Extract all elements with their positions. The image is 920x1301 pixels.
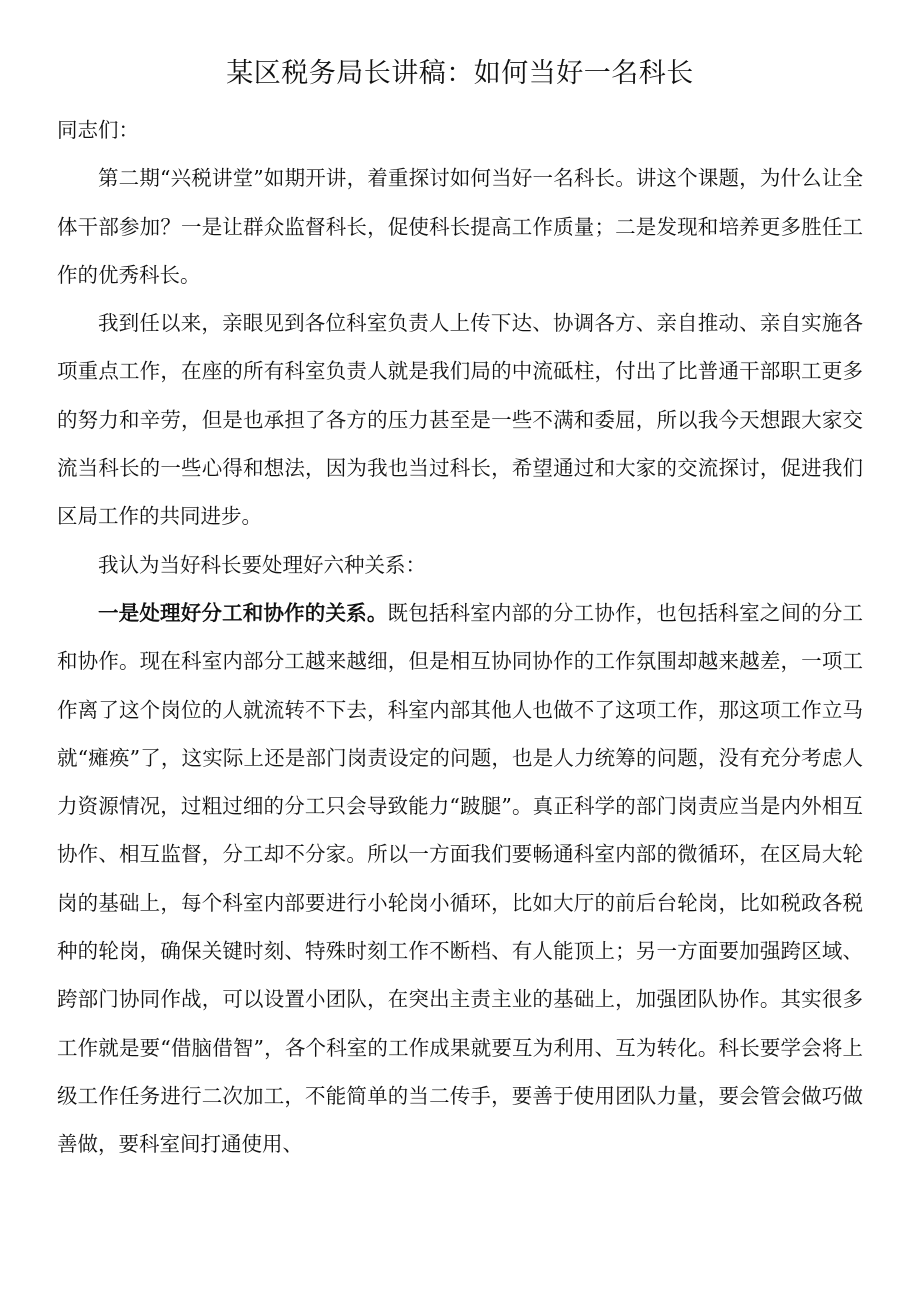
paragraph-first-relation-lead: 一是处理好分工和协作的关系。 [98, 600, 388, 625]
paragraph-first-relation-body: 既包括科室内部的分工协作，也包括科室之间的分工和协作。现在科室内部分工越来越细，但是相互协同协作的工作氛围却越来越差，一项工作离了这个岗位的人就流转不下去，科室内部其他人也做不了这项工作，那这项工作立马就“瘫痪”了，这实际上还是部门岗责设定的问题，也是人力统筹的问题，没有充分考虑人力资源情况，过粗过细的分工只会导致能力“跛腿”。真正科学的部门岗责应当是内外相互协作、相互监督，分工却不分家。所以一方面我们要畅通科室内部的微循环，在区局大轮岗的基础上，每个科室内部要进行小轮岗小循环，比如大厅的前后台轮岗，比如税政各税种的轮岗，确保关键时刻、特殊时刻工作不断档、有人能顶上；另一方面要加强跨区域、跨部门协同作战，可以设置小团队，在突出主责主业的基础上，加强团队协作。其实很多工作就是要“借脑借智”，各个科室的工作成果就要互为利用、互为转化。科长要学会将上级工作任务进行二次加工，不能简单的当二传手，要善于使用团队力量，要会管会做巧做善做，要科室间打通使用、 [57, 600, 864, 1157]
salutation: 同志们： [57, 118, 139, 142]
paragraph-arrival: 我到任以来，亲眼见到各位科室负责人上传下达、协调各方、亲自推动、亲自实施各项重点工作，在座的所有科室负责人就是我们局的中流砥柱，付出了比普通干部职工更多的努力和辛劳，但是也承担了各方的压力甚至是一些不满和委屈，所以我今天想跟大家交流当科长的一些心得和想法，因为我也当过科长，希望通过和大家的交流探讨，促进我们区局工作的共同进步。 [57, 311, 863, 529]
paragraph-six-relations: 我认为当好科长要处理好六种关系： [98, 552, 426, 577]
paragraph-intro: 第二期“兴税讲堂”如期开讲，着重探讨如何当好一名科长。讲这个课题，为什么让全体干部参加？一是让群众监督科长，促使科长提高工作质量；二是发现和培养更多胜任工作的优秀科长。 [57, 166, 863, 287]
paragraph-first-relation [57, 589, 863, 1169]
document-title: 某区税务局长讲稿：如何当好一名科长 [226, 58, 694, 89]
document-page [57, 46, 863, 1169]
